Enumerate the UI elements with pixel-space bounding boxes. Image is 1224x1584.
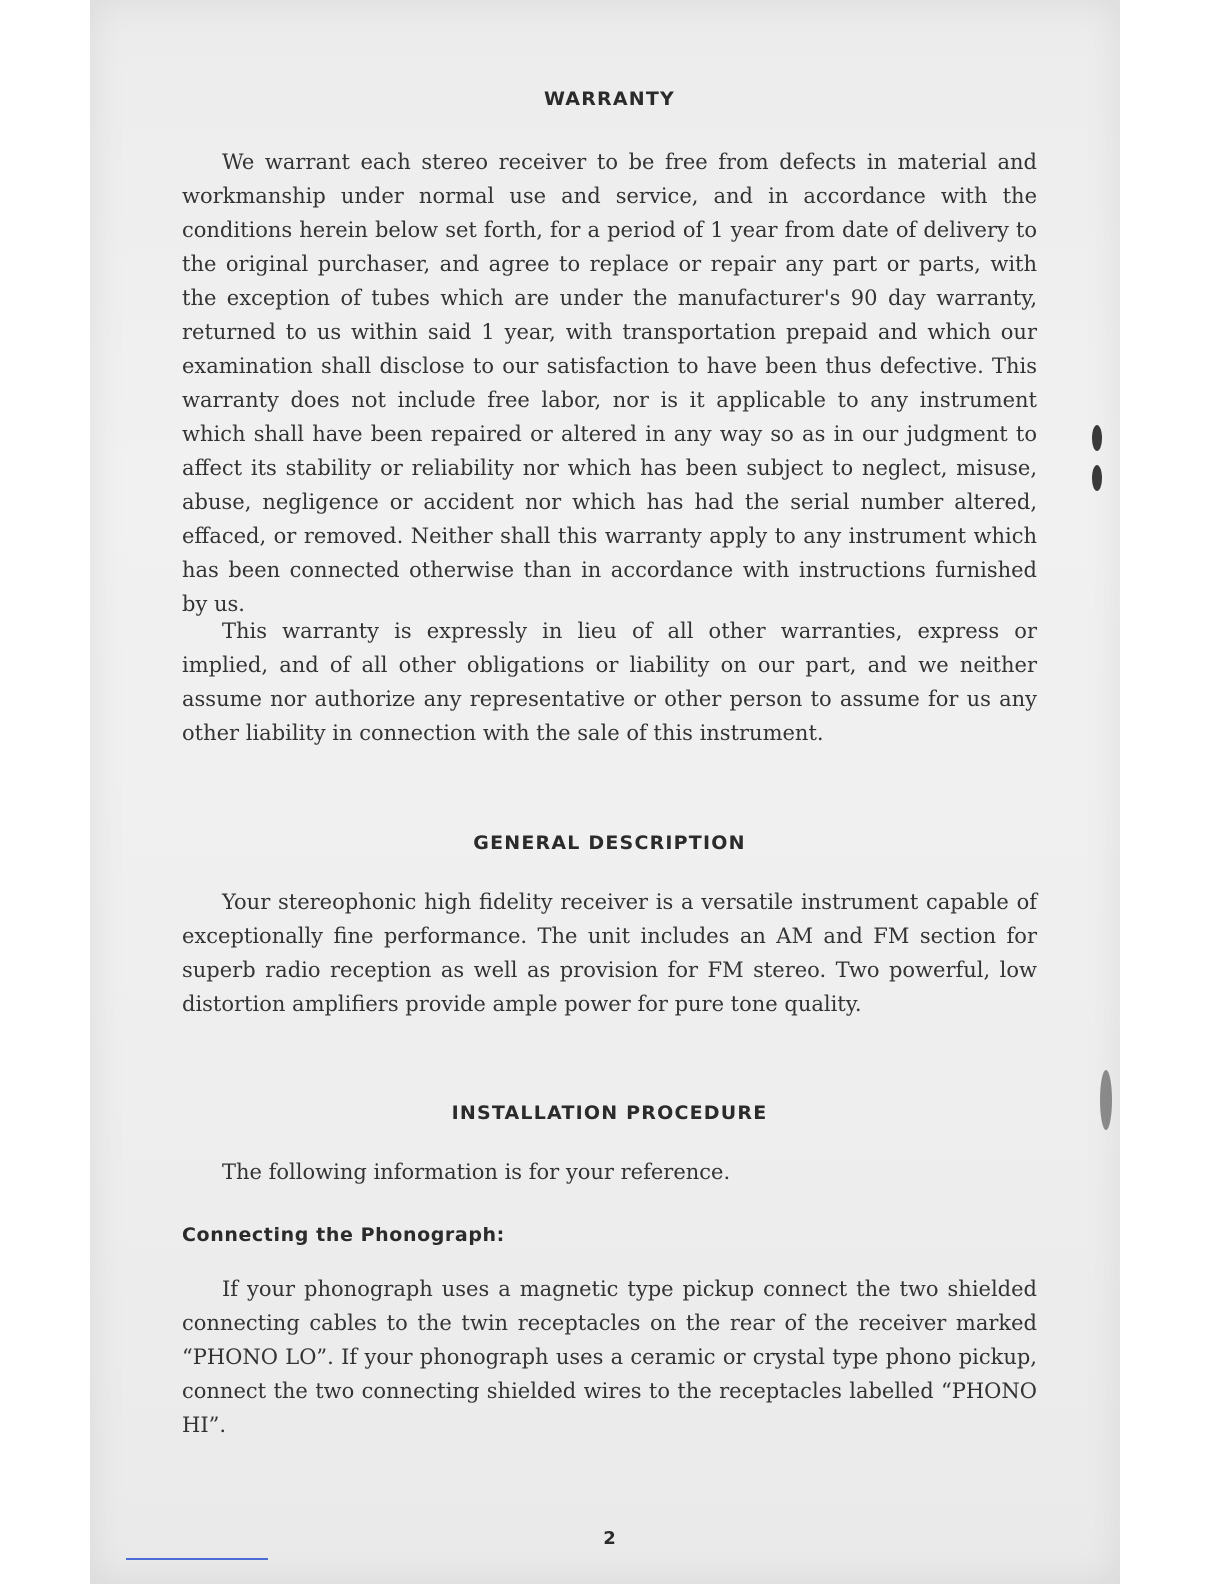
footer-rule — [126, 1558, 268, 1560]
warranty-disclaimer-paragraph: This warranty is expressly in lieu of all other warranties, express or implied, and of all other obligations or liability on our part, and we neither assume nor authorize any representative or other person to assume for us any other liability in connection with the sale of this instrument. — [182, 619, 1037, 745]
connecting-phonograph-subheading: Connecting the Phonograph: — [182, 1224, 505, 1246]
warranty-paragraph: We warrant each stereo receiver to be free from defects in material and workmanship under normal use and service, and in accordance with the conditions herein below set forth, for a period of 1 year from date of delivery to the original purchaser, and agree to replace or repair any part or parts, with the exception of tubes which are under the manufacturer's 90 day warranty, returned to us within said 1 year, with transportation prepaid and which our examination shall disclose to our satisfaction to have been thus defective. This warranty does not include free labor, nor is it applicable to any instrument which shall have been repaired or altered in any way so as in our judgment to affect its stability or reliability nor which has been subject to neglect, misuse, abuse, negligence or accident nor which has had the serial number altered, effaced, or removed. Neither shall this warranty apply to any instrument which has been connected otherwise than in accordance with instructions furnished by us. — [182, 150, 1037, 616]
binding-mark — [1092, 425, 1102, 451]
installation-intro: The following information is for your reference. — [222, 1160, 731, 1184]
connecting-phonograph-paragraph: If your phonograph uses a magnetic type pickup connect the two shielded connecting cables to the twin receptacles on the rear of the receiver marked “PHONO LO”. If your phonograph uses a ceramic or crystal type phono pickup, connect the two connecting shielded wires to the receptacles labelled “PHONO HI”. — [182, 1277, 1037, 1437]
page-number: 2 — [603, 1528, 616, 1549]
warranty-heading: WARRANTY — [544, 88, 675, 110]
general-description-paragraph: Your stereophonic high fidelity receiver is a versatile instrument capable of exceptionally fine performance. The unit includes an AM and FM section for superb radio reception as well as provision for FM stereo. Two powerful, low distortion amplifiers provide ample power for pure tone quality. — [182, 890, 1037, 1016]
binding-mark — [1092, 465, 1102, 491]
general-description-heading: GENERAL DESCRIPTION — [473, 832, 746, 854]
document-page — [90, 0, 1120, 1584]
installation-heading: INSTALLATION PROCEDURE — [451, 1102, 768, 1124]
binding-mark — [1100, 1070, 1112, 1130]
